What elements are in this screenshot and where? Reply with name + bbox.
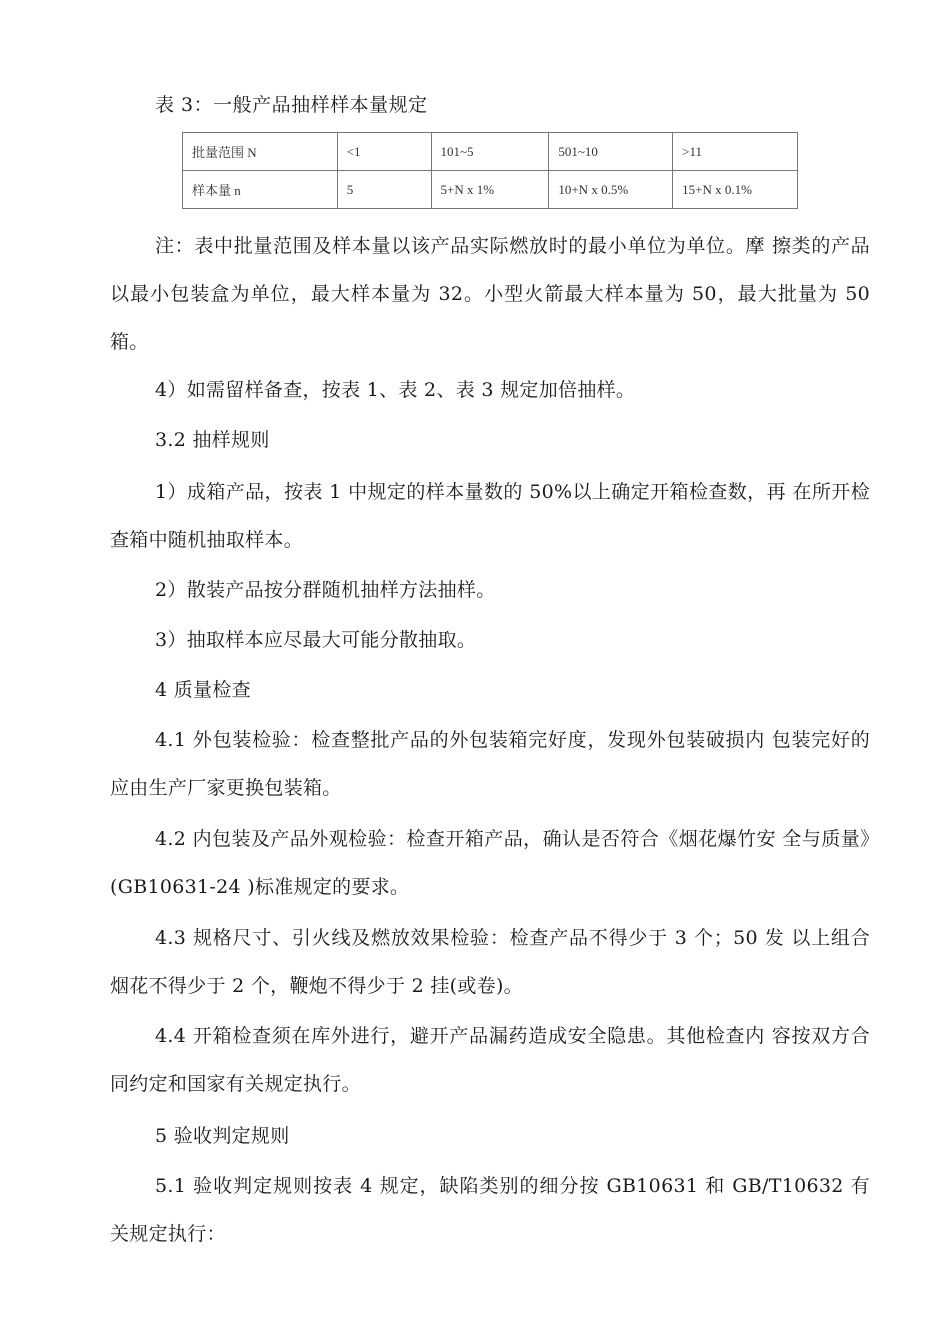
- table-cell: 501~10: [549, 133, 673, 171]
- table-row: [183, 171, 798, 209]
- paragraph: 4）如需留样备查，按表 1、表 2、表 3 规定加倍抽样。: [155, 379, 636, 401]
- section-heading: 3.2 抽样规则: [155, 429, 270, 451]
- sample-size-table: [182, 132, 798, 209]
- paragraph: 4.4 开箱检查须在库外进行，避开产品漏药造成安全隐患。其他检查内 容按双方合同约定和国家有关规定执行。: [110, 1025, 870, 1095]
- paragraph: 4.1 外包装检验：检查整批产品的外包装箱完好度，发现外包装破损内 包装完好的应由生产厂家更换包装箱。: [110, 729, 870, 799]
- paragraph: 4.3 规格尺寸、引火线及燃放效果检验：检查产品不得少于 3 个；50 发 以上组合烟花不得少于 2 个，鞭炮不得少于 2 挂(或卷)。: [110, 927, 870, 997]
- table-cell: 101~5: [431, 133, 549, 171]
- table-cell: 5: [337, 171, 431, 209]
- note-paragraph: 注：表中批量范围及样本量以该产品实际燃放时的最小单位为单位。摩 擦类的产品以最小包装盒为单位，最大样本量为 32。小型火箭最大样本量为 50，最大批量为 50 箱。: [110, 235, 870, 353]
- paragraph: 1）成箱产品，按表 1 中规定的样本量数的 50%以上确定开箱检查数，再 在所开检查箱中随机抽取样本。: [110, 481, 870, 551]
- paragraph: 3）抽取样本应尽最大可能分散抽取。: [155, 629, 477, 651]
- table-cell: 10+N x 0.5%: [549, 171, 673, 209]
- table-cell: 批量范围 N: [183, 133, 338, 171]
- table-cell: <1: [337, 133, 431, 171]
- section-heading: 5 验收判定规则: [155, 1125, 290, 1147]
- table-cell: >11: [673, 133, 798, 171]
- paragraph: 2）散装产品按分群随机抽样方法抽样。: [155, 579, 496, 601]
- table-cell: 样本量 n: [183, 171, 338, 209]
- table-3-title: 表 3：一般产品抽样样本量规定: [155, 94, 428, 116]
- table-row: [183, 133, 798, 171]
- paragraph: 5.1 验收判定规则按表 4 规定，缺陷类别的细分按 GB10631 和 GB/T10632 有关规定执行：: [110, 1175, 870, 1245]
- section-heading: 4 质量检查: [155, 679, 251, 701]
- table-cell: 5+N x 1%: [431, 171, 549, 209]
- table-cell: 15+N x 0.1%: [673, 171, 798, 209]
- paragraph: 4.2 内包装及产品外观检验：检查开箱产品，确认是否符合《烟花爆竹安 全与质量》(GB10631-24 )标准规定的要求。: [110, 828, 870, 898]
